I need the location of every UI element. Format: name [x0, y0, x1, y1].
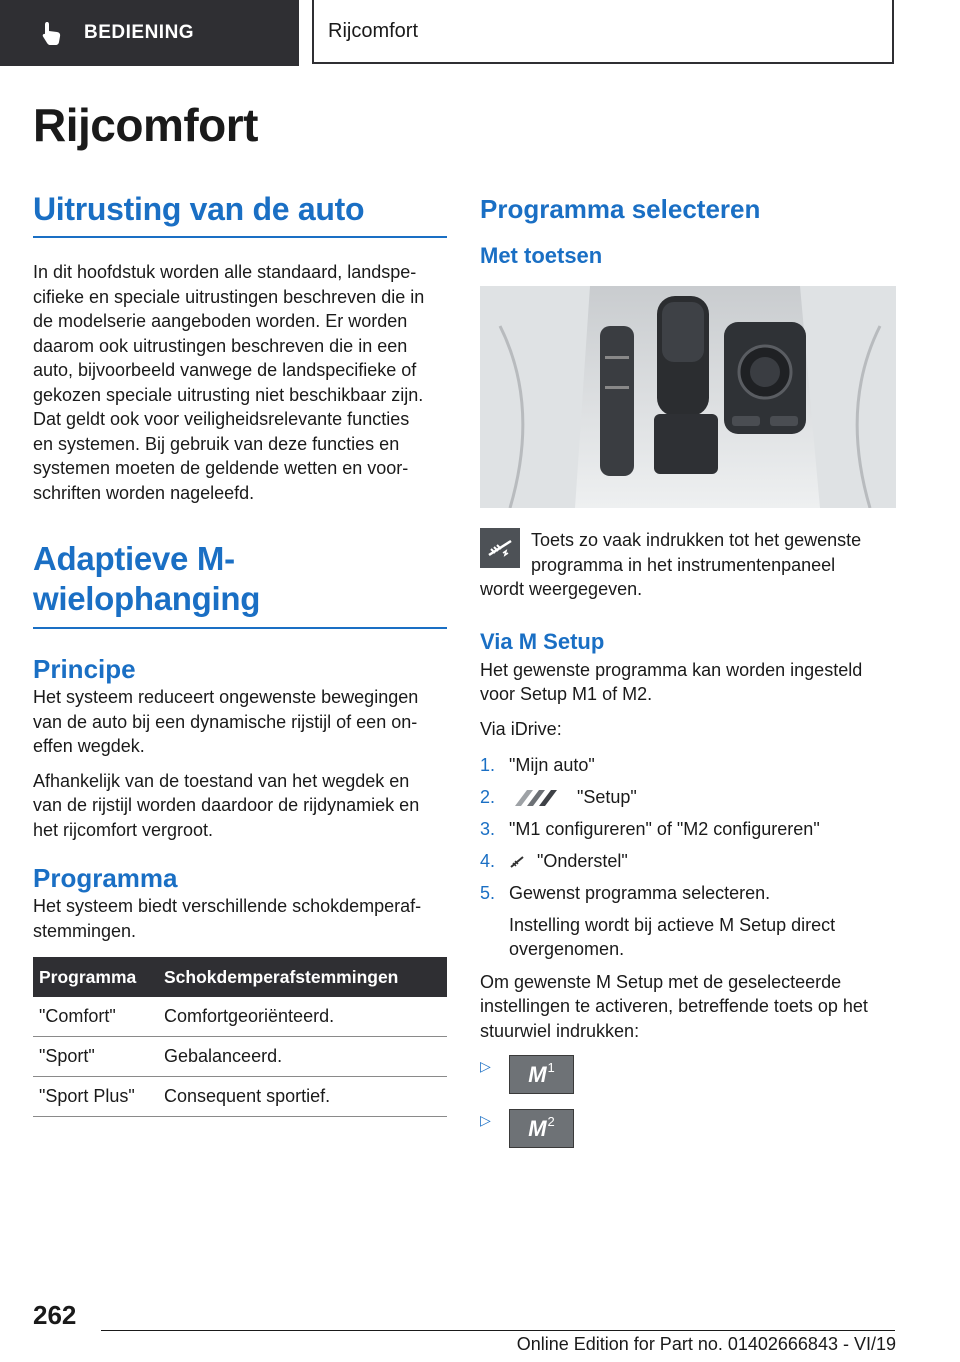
right-column	[480, 190, 896, 1163]
section-tab	[0, 0, 299, 66]
center-console-photo	[480, 286, 896, 508]
list-item: 3. "M1 configureren" of "M2 configureren"	[480, 819, 820, 839]
table-row	[33, 1077, 447, 1117]
m-stripes-icon	[509, 789, 565, 807]
table-cell: Comfortgeoriënteerd.	[158, 997, 447, 1037]
equipment-text: In dit hoofdstuk worden alle standaard, landspe- cifieke en speciale uitrustingen beschreven die in de modelserie aangeboden worden. Er worden daarom ook uitrustingen beschreven die in een auto, bijvoorbeeld vanwege de landspecifieke of gekozen speciale uitrusting niet beschikbaar zijn. Dat geldt ook voor veiligheidsrelevante functies en systemen. Bij gebruik van deze functies en systemen moeten de geldende wetten en voor- schriften worden nageleefd.	[33, 262, 425, 503]
page-title: Rijcomfort	[33, 99, 258, 151]
bullet-triangle-icon: ▷	[480, 1058, 491, 1074]
via-idrive: Via iDrive:	[480, 718, 562, 739]
table-cell: "Comfort"	[33, 997, 158, 1037]
damper-setting-icon	[480, 528, 520, 568]
list-item	[480, 1109, 896, 1163]
pointing-hand-icon	[38, 19, 66, 47]
program-button-note	[480, 528, 896, 577]
page-number: 262	[33, 1300, 77, 1330]
principle-heading: Principe	[33, 654, 136, 684]
setup-steps	[480, 753, 896, 906]
select-program-heading: Programma selecteren	[480, 194, 761, 224]
step5-note: Instelling wordt bij actieve M Setup direct overgenomen.	[509, 914, 836, 959]
activate-text: Om gewenste M Setup met de geselecteerde instellingen te activeren, betreffende toets op het stuurwiel indrukken:	[480, 971, 868, 1041]
section-label: BEDIENING	[84, 22, 195, 43]
table-cell: Gebalanceerd.	[158, 1037, 447, 1077]
bullet-triangle-icon: ▷	[480, 1112, 491, 1128]
list-item: 1. "Mijn auto"	[480, 755, 595, 775]
program-button-text-tail: wordt weergegeven.	[480, 579, 643, 599]
program-button-text: Toets zo vaak indrukken tot het gewenste programma in het instrumentenpaneel	[531, 530, 862, 575]
table-cell: Consequent sportief.	[158, 1077, 447, 1117]
left-column	[33, 190, 447, 1117]
edition-footer: Online Edition for Part no. 01402666843 - VI/19	[516, 1334, 896, 1354]
m1-button-icon: M 1	[509, 1055, 574, 1094]
table-row	[33, 997, 447, 1037]
list-item: 4. "Onderstel"	[480, 851, 628, 871]
principle-text-1: Het systeem reduceert ongewenste bewegingen van de auto bij een dynamische rijstijl of een on- effen wegdek.	[33, 687, 419, 756]
msetup-heading: Via M Setup	[480, 628, 605, 654]
chapter-label: Rijcomfort	[328, 19, 419, 42]
chassis-icon	[509, 854, 525, 870]
program-text: Het systeem biedt verschillende schokdemperaf- stemmingen.	[33, 896, 422, 941]
chapter-header	[312, 0, 894, 64]
list-item: 5. Gewenst programma selecteren.	[480, 883, 771, 903]
suspension-heading: Adaptieve M- wielophanging	[33, 539, 447, 629]
table-header-program: Programma	[33, 957, 158, 997]
program-table	[33, 957, 447, 1117]
program-heading: Programma	[33, 863, 178, 893]
table-cell: "Sport"	[33, 1037, 158, 1077]
equipment-heading: Uitrusting van de auto	[33, 190, 447, 238]
table-header-damping: Schokdemperafstemmingen	[158, 957, 447, 997]
table-row	[33, 1037, 447, 1077]
list-item	[480, 1055, 896, 1109]
table-cell: "Sport Plus"	[33, 1077, 158, 1117]
principle-text-2: Afhankelijk van de toestand van het wegdek en van de rijstijl worden daardoor de rijdynamiek en het rijcomfort vergroot.	[33, 770, 420, 840]
msetup-text: Het gewenste programma kan worden ingesteld voor Setup M1 of M2.	[480, 659, 863, 704]
table-header-row	[33, 957, 447, 997]
buttons-heading: Met toetsen	[480, 243, 603, 268]
m-button-list	[480, 1055, 896, 1163]
list-item: 2. "Setup"	[480, 787, 637, 807]
m2-button-icon: M 2	[509, 1109, 574, 1148]
footer-divider	[101, 1330, 895, 1331]
